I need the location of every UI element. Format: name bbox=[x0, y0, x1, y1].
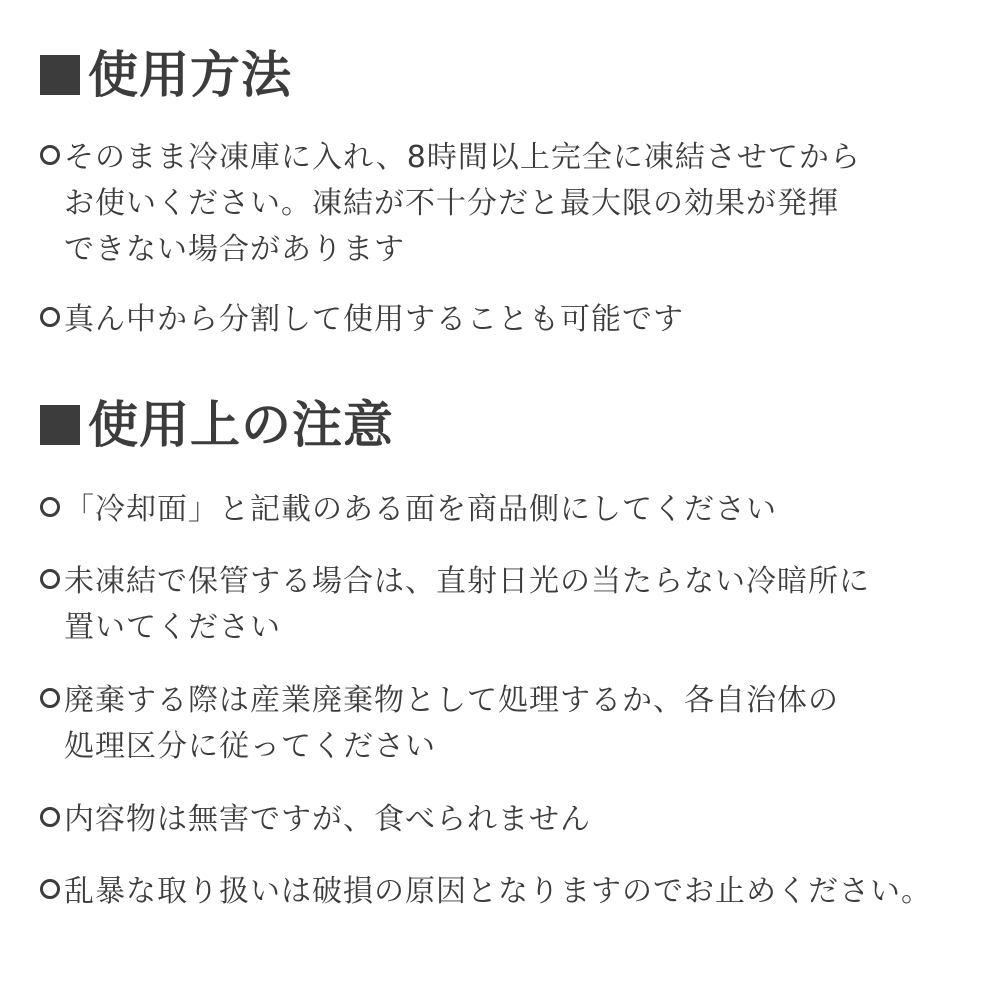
precautions-heading bbox=[40, 395, 980, 455]
precaution-item-text: 内容物は無害ですが、食べられません bbox=[64, 802, 591, 837]
circle-bullet-icon bbox=[40, 307, 60, 327]
precautions-section bbox=[40, 395, 980, 909]
circle-bullet-icon bbox=[40, 879, 60, 899]
circle-bullet-icon bbox=[40, 807, 60, 827]
precaution-item-text: 乱暴な取り扱いは破損の原因となりますのでお止めください。 bbox=[64, 874, 932, 909]
usage-heading bbox=[40, 45, 980, 105]
square-bullet-icon bbox=[40, 405, 80, 445]
usage-item-text: 真ん中から分割して使用することも可能です bbox=[64, 302, 684, 337]
precaution-item bbox=[40, 869, 964, 915]
circle-bullet-icon bbox=[40, 497, 60, 517]
usage-item-text: そのまま冷凍庫に入れ、8時間以上完全に凍結させてから お使いください。凍結が不十分だと最大限の効果が発揮 できない場合があります bbox=[64, 140, 861, 267]
circle-bullet-icon bbox=[40, 145, 60, 165]
precaution-item bbox=[40, 487, 964, 533]
precaution-item bbox=[40, 797, 964, 843]
usage-title: 使用方法 bbox=[88, 46, 292, 104]
precaution-item bbox=[40, 559, 964, 651]
circle-bullet-icon bbox=[40, 688, 60, 708]
precautions-title: 使用上の注意 bbox=[88, 396, 394, 454]
precaution-item-text: 「冷却面」と記載のある面を商品側にしてください bbox=[64, 492, 777, 527]
circle-bullet-icon bbox=[40, 569, 60, 589]
square-bullet-icon bbox=[40, 55, 80, 95]
precaution-item-text: 未凍結で保管する場合は、直射日光の当たらない冷暗所に 置いてください bbox=[64, 564, 870, 645]
usage-section bbox=[40, 45, 980, 337]
usage-item bbox=[40, 135, 964, 273]
precaution-item-text: 廃棄する際は産業廃棄物として処理するか、各自治体の 処理区分に従ってください bbox=[64, 683, 839, 764]
precaution-item bbox=[40, 678, 964, 770]
usage-item bbox=[40, 297, 964, 343]
